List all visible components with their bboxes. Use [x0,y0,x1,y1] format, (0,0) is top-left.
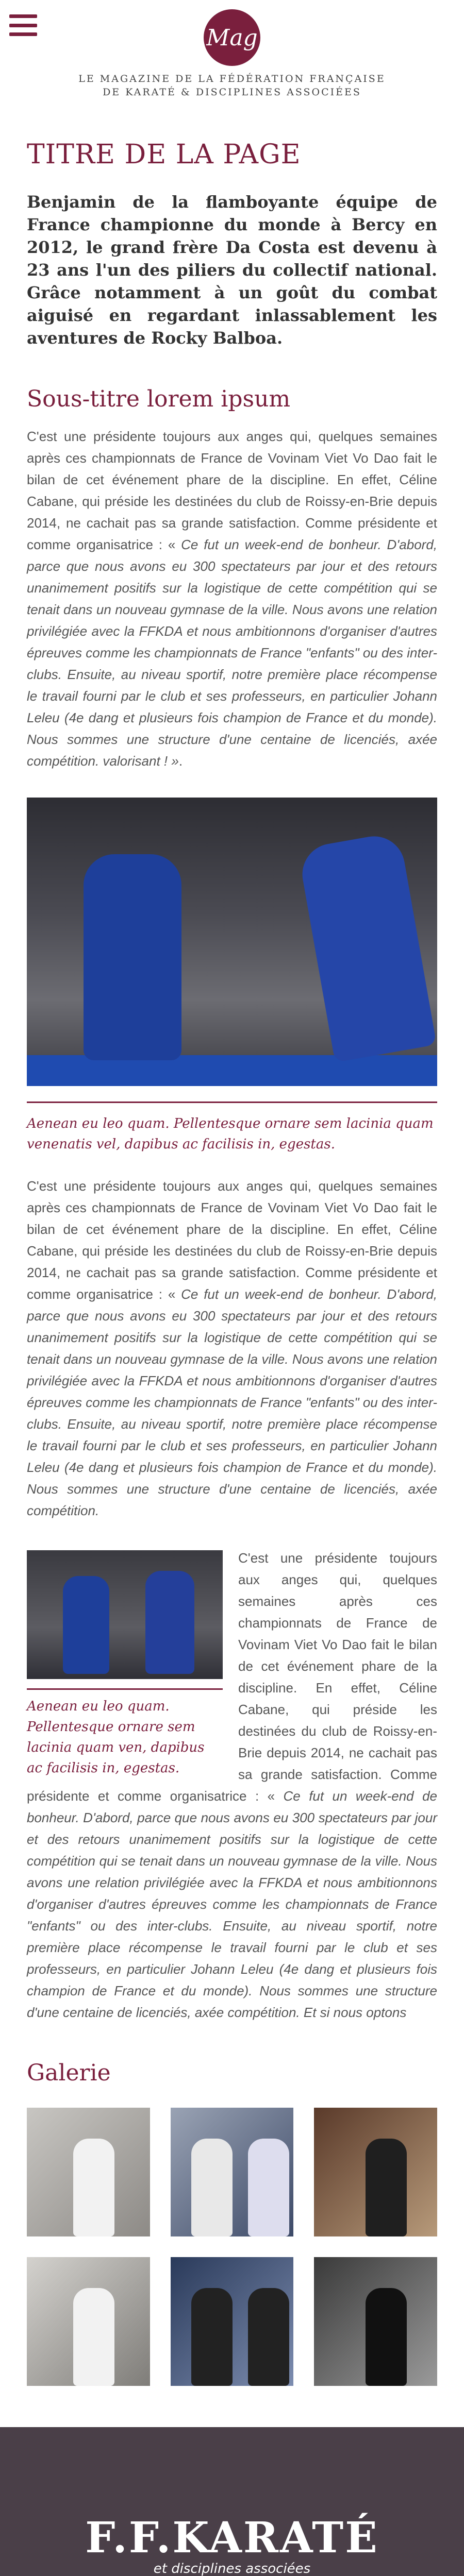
menu-icon-bar [9,24,37,27]
menu-icon[interactable] [9,14,37,36]
paragraph-text: C'est une présidente toujours aux anges qui, quelques semaines après ces championnats de France de Vovinam Viet Vo Dao fait le bilan de cet événement phare de la discipline. En effet, Céline Cabane, qui préside les destinées du club de Roissy-en-Brie depuis 2014, ne cachait pas sa grande satisfaction. Comme présidente et comme organisatrice : « [27,1550,437,1804]
gallery-thumb[interactable] [27,2257,150,2386]
photo-fighter [145,1571,194,1674]
gallery-thumb[interactable] [314,2257,437,2386]
tagline-line: DE KARATÉ & DISCIPLINES ASSOCIÉES [103,87,361,98]
site-header [0,0,464,124]
photo-figure [248,2288,289,2386]
photo-figure [73,2288,114,2386]
photo-figure [191,2288,233,2386]
menu-icon-bar [9,32,37,36]
photo-figure [73,2139,114,2236]
photo-fighter [84,854,181,1060]
footer-brand: F.F.KARATÉ [85,2513,379,2563]
gallery-title: Galerie [27,2060,111,2086]
photo-figure [248,2139,289,2236]
page-title: TITRE DE LA PAGE [27,139,301,170]
gallery-thumb[interactable] [171,2257,294,2386]
photo-figure [366,2288,407,2386]
photo-caption: Aenean eu leo quam. Pellentesque ornare sem lacinia quam ven, dapibus ac facilisis in, egestas. [27,1699,205,1776]
caption-divider [27,1101,437,1103]
article-inline-figure [27,1550,223,1778]
article-float-block [27,1547,437,2023]
paragraph-quote: Ce fut un week-end de bonheur. D'abord, parce que nous avons eu 300 spectateurs par jour et des retours unanimement positifs sur la logistique de cette compétition qui se tenait dans un nouveau gymnase de la ville. Nous avons une relation privilégiée avec la FFKDA et nous ambitionnons d'organiser d'autres épreuves comme les championnats de France "enfants" ou des inter-clubs. Ensuite, au niveau sportif, notre première place récompense le travail fourni par le club et ses professeurs, en particulier Johann Leleu (4e dang et plusieurs fois champion de France et du monde). Nous sommes une structure d'une centaine de licenciés, axée compétition. valorisant ! » [27,537,437,769]
logo-text: Mag [206,24,258,51]
article-lead: Benjamin de la flamboyante équipe de France championne du monde à Bercy en 2012, le grand frère Da Costa est devenu à 23 ans l'un des piliers du collectif national. Grâce notamment à un goût du combat aiguisé en regardant inlassablement les aventures de Rocky Balboa. [27,192,437,348]
gallery-thumb[interactable] [171,2108,294,2236]
menu-icon-bar [9,14,37,18]
photo-figure [366,2139,407,2236]
gallery-grid [27,2108,437,2386]
article-inline-photo [27,1550,223,1679]
footer-brand-subtitle: et disciplines associées [153,2561,311,2576]
caption-divider [27,1688,223,1690]
paragraph-text: C'est une présidente toujours aux anges qui, quelques semaines après ces championnats de France de Vovinam Viet Vo Dao fait le bilan de cet événement phare de la discipline. En effet, Céline Cabane, qui préside les destinées du club de Roissy-en-Brie depuis 2014, ne cachait pas sa grande satisfaction. Comme présidente et comme organisatrice : « [27,429,437,552]
article-subtitle: Sous-titre lorem ipsum [27,386,291,412]
paragraph-quote: Ce fut un week-end de bonheur. D'abord, parce que nous avons eu 300 spectateurs par jour et des retours unanimement positifs sur la logistique de cette compétition qui se tenait dans un nouveau gymnase de la ville. Nous avons une relation privilégiée avec la FFKDA et nous ambitionnons d'organiser d'autres épreuves comme les championnats de France "enfants" ou des inter-clubs. Ensuite, au niveau sportif, notre première place récompense le travail fourni par le club et ses professeurs, en particulier Johann Leleu (4e dang et plusieurs fois champion de France et du monde). Nous sommes une structure d'une centaine de licenciés, axée compétition. Et si nous optons [27,1788,437,2020]
site-tagline [0,72,464,99]
photo-mat [27,1055,437,1086]
photo-figure [191,2139,233,2236]
tagline-line: LE MAGAZINE DE LA FÉDÉRATION FRANÇAISE [78,73,386,84]
site-logo[interactable] [204,9,260,66]
paragraph-end: . [178,753,183,769]
gallery-thumb[interactable] [27,2108,150,2236]
gallery-thumb[interactable] [314,2108,437,2236]
article-figure [27,798,437,1155]
article-paragraph [27,1175,437,1521]
article [0,139,464,2386]
photo-fighter [297,832,437,1062]
photo-fighter [63,1576,109,1674]
photo-caption: Aenean eu leo quam. Pellentesque ornare sem lacinia quam venenatis vel, dapibus ac facilisis in, egestas. [27,1116,434,1152]
paragraph-text: C'est une présidente toujours aux anges qui, quelques semaines après ces championnats de France de Vovinam Viet Vo Dao fait le bilan de cet événement phare de la discipline. En effet, Céline Cabane, qui préside les destinées du club de Roissy-en-Brie depuis 2014, ne cachait pas sa grande satisfaction. Comme présidente et comme organisatrice : « [27,1178,437,1302]
site-footer [0,2427,464,2576]
article-paragraph [27,426,437,772]
paragraph-quote: Ce fut un week-end de bonheur. D'abord, parce que nous avons eu 300 spectateurs par jour et des retours unanimement positifs sur la logistique de cette compétition qui se tenait dans un nouveau gymnase de la ville. Nous avons une relation privilégiée avec la FFKDA et nous ambitionnons d'organiser d'autres épreuves comme les championnats de France "enfants" ou des inter-clubs. Ensuite, au niveau sportif, notre première place récompense le travail fourni par le club et ses professeurs, en particulier Johann Leleu (4e dang et plusieurs fois champion de France et du monde). Nous sommes une structure d'une centaine de licenciés, axée compétition. [27,1286,437,1518]
article-photo [27,798,437,1086]
